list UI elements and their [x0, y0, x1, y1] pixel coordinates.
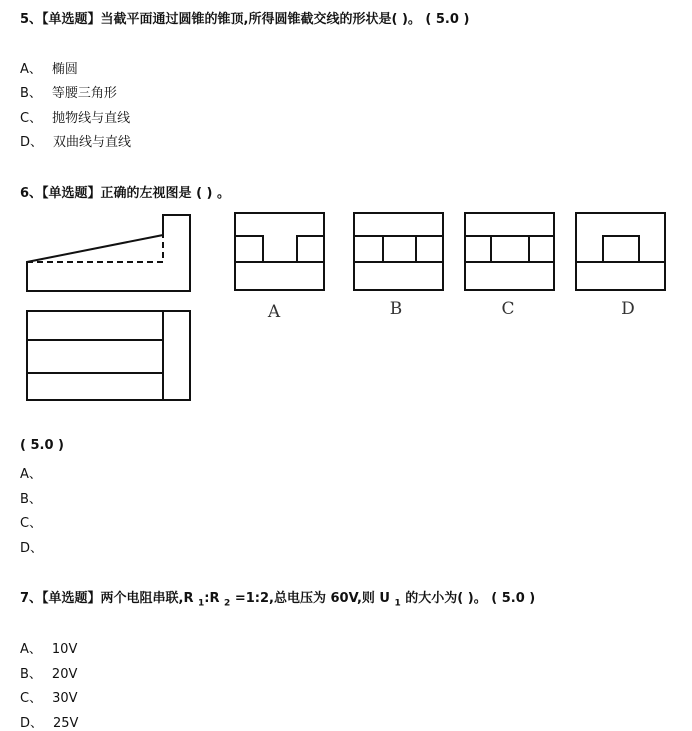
q6-option-d[interactable]: [20, 537, 43, 556]
option-text: 抛物线与直线: [52, 111, 131, 126]
q7-option-a[interactable]: [20, 638, 77, 657]
q7-sub-2: 2: [224, 598, 231, 609]
q7-title-post: 的大小为( )。 ( 5.0 ): [400, 591, 536, 606]
q6-option-b[interactable]: [20, 488, 42, 507]
front-view-drawing: [27, 215, 190, 291]
top-view-drawing: [27, 311, 190, 400]
q7-sub-1: 1: [198, 598, 205, 609]
q7-title-mid: :R: [204, 591, 225, 606]
option-letter: B、: [20, 667, 42, 682]
figure-label-a: A: [267, 302, 281, 322]
option-letter: A、: [20, 467, 42, 482]
option-text: 30V: [52, 691, 78, 706]
q7-title-pre: 7、【单选题】两个电阻串联,R: [20, 591, 199, 606]
view-option-b-drawing[interactable]: [354, 213, 443, 290]
view-option-a-drawing[interactable]: [235, 213, 324, 290]
option-letter: A、: [20, 62, 42, 77]
q5-title: 5、【单选题】当截平面通过圆锥的锥顶,所得圆锥截交线的形状是( )。 ( 5.0 ): [20, 12, 470, 27]
option-letter: C、: [20, 516, 43, 531]
option-letter: D、: [20, 716, 44, 731]
q6-score: ( 5.0 ): [20, 438, 64, 453]
figure-label-d: D: [621, 299, 635, 319]
figure-label-b: B: [389, 299, 403, 319]
option-text: 10V: [51, 642, 78, 657]
q6-option-a[interactable]: [20, 463, 42, 482]
option-text: 双曲线与直线: [53, 135, 132, 150]
figure-label-c: C: [501, 299, 515, 319]
option-text: 20V: [51, 667, 78, 682]
q7-option-b[interactable]: [20, 663, 77, 682]
q7-title-mid2: =1:2,总电压为 60V,则 U: [230, 591, 395, 606]
q7-title: [20, 587, 535, 609]
option-letter: D、: [20, 541, 44, 556]
q7-option-d[interactable]: [20, 712, 78, 731]
option-letter: C、: [20, 691, 43, 706]
view-option-d-drawing[interactable]: [576, 213, 665, 290]
q6-title: 6、【单选题】正确的左视图是 ( ) 。: [20, 186, 231, 201]
q7-sub-3: 1: [394, 598, 401, 609]
option-letter: B、: [20, 86, 42, 101]
option-text: 等腰三角形: [51, 86, 117, 101]
option-letter: A、: [20, 642, 42, 657]
q6-option-c[interactable]: [20, 512, 42, 531]
option-letter: C、: [20, 111, 43, 126]
option-text: 椭圆: [51, 62, 78, 77]
option-text: 25V: [53, 716, 79, 731]
q7-option-c[interactable]: [20, 687, 78, 706]
view-option-c-drawing[interactable]: [465, 213, 554, 290]
option-letter: D、: [20, 135, 44, 150]
option-letter: B、: [20, 492, 42, 507]
